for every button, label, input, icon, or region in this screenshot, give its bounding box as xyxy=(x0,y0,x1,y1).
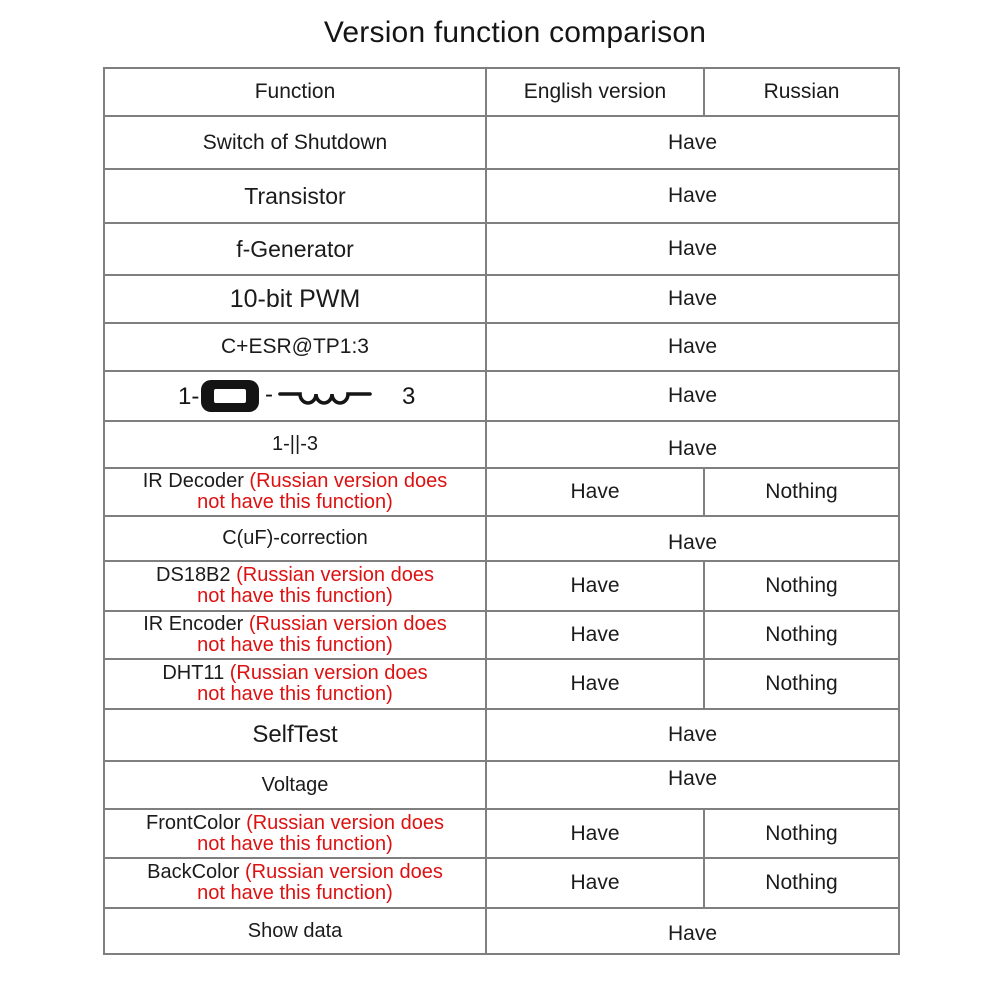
header-row xyxy=(104,68,899,116)
table-row xyxy=(104,421,899,468)
header-cell-english-version: English version xyxy=(486,68,704,116)
merged-value-cell: Have xyxy=(486,371,899,421)
inductor-icon xyxy=(280,394,370,403)
function-cell xyxy=(104,809,486,858)
merged-value-cell: Have xyxy=(486,116,899,169)
header-cell-russian: Russian xyxy=(704,68,899,116)
function-cell xyxy=(104,371,486,421)
function-label: DHT11 xyxy=(162,662,225,684)
merged-value-cell: Have xyxy=(486,323,899,371)
english-value-cell: Have xyxy=(486,561,704,611)
function-label: IR Decoder xyxy=(142,470,244,492)
merged-value-cell: Have xyxy=(486,709,899,761)
function-cell xyxy=(104,223,486,275)
table-row xyxy=(104,116,899,169)
russian-version-note: (Russian version does not have this function) xyxy=(197,811,444,855)
table-row xyxy=(104,659,899,709)
table-row xyxy=(104,561,899,611)
table-row xyxy=(104,371,899,421)
table-row xyxy=(104,516,899,561)
table-row xyxy=(104,761,899,809)
function-cell xyxy=(104,659,486,709)
page-title: Version function comparison xyxy=(323,16,707,49)
english-value-cell: Have xyxy=(486,468,704,516)
function-label: Voltage xyxy=(261,773,329,796)
function-label: Show data xyxy=(247,919,343,942)
table-row xyxy=(104,809,899,858)
russian-version-note: (Russian version does not have this function) xyxy=(197,470,448,513)
table-row xyxy=(104,223,899,275)
russian-value-cell: Nothing xyxy=(704,468,899,516)
function-cell xyxy=(104,275,486,323)
table-row xyxy=(104,709,899,761)
english-value-cell: Have xyxy=(486,611,704,659)
function-label: C(uF)-correction xyxy=(222,527,368,549)
function-cell xyxy=(104,709,486,761)
function-label: FrontColor xyxy=(146,811,241,834)
merged-value-cell: Have xyxy=(486,275,899,323)
function-cell xyxy=(104,908,486,954)
russian-value-cell: Nothing xyxy=(704,809,899,858)
function-cell xyxy=(104,421,486,468)
russian-value-cell: Nothing xyxy=(704,611,899,659)
russian-version-note: (Russian version does not have this function) xyxy=(197,861,443,904)
russian-value-cell: Nothing xyxy=(704,659,899,709)
table-row xyxy=(104,323,899,371)
function-cell xyxy=(104,611,486,659)
merged-value-cell: Have xyxy=(486,908,899,954)
function-cell xyxy=(104,169,486,223)
russian-version-note: (Russian version does not have this function) xyxy=(197,662,428,705)
russian-version-note: (Russian version does not have this function) xyxy=(197,564,434,607)
header-cell-function: Function xyxy=(104,68,486,116)
merged-value-cell: Have xyxy=(486,761,899,809)
merged-value-cell: Have xyxy=(486,223,899,275)
merged-value-cell: Have xyxy=(486,421,899,468)
function-label: BackColor xyxy=(147,861,240,883)
comparison-table xyxy=(103,67,900,955)
russian-value-cell: Nothing xyxy=(704,858,899,908)
function-label: f-Generator xyxy=(236,235,354,262)
function-label: IR Encoder xyxy=(143,613,244,635)
table-row xyxy=(104,275,899,323)
english-value-cell: Have xyxy=(486,858,704,908)
function-cell xyxy=(104,516,486,561)
function-cell xyxy=(104,858,486,908)
table-row xyxy=(104,908,899,954)
english-value-cell: Have xyxy=(486,659,704,709)
russian-version-note: (Russian version does not have this function) xyxy=(197,613,447,656)
resistor-icon-inner xyxy=(214,389,246,403)
resistor-inductor-symbol xyxy=(170,373,420,419)
russian-value-cell: Nothing xyxy=(704,561,899,611)
symbol-dash-label: - xyxy=(265,381,273,408)
merged-value-cell: Have xyxy=(486,169,899,223)
function-cell xyxy=(104,761,486,809)
function-cell xyxy=(104,116,486,169)
function-label: DS18B2 xyxy=(156,564,231,586)
function-cell xyxy=(104,561,486,611)
symbol-node-3-label: 3 xyxy=(402,383,416,410)
function-label: C+ESR@TP1:3 xyxy=(221,335,369,358)
function-cell xyxy=(104,468,486,516)
table-row xyxy=(104,468,899,516)
function-label: Switch of Shutdown xyxy=(202,130,388,154)
function-cell xyxy=(104,323,486,371)
table-row xyxy=(104,169,899,223)
comparison-table-body xyxy=(104,116,899,954)
function-label: SelfTest xyxy=(252,721,338,748)
function-label: Transistor xyxy=(244,182,346,209)
merged-value-cell: Have xyxy=(486,516,899,561)
english-value-cell: Have xyxy=(486,809,704,858)
table-row xyxy=(104,611,899,659)
symbol-node-1-label: 1- xyxy=(178,383,200,410)
function-label: 10-bit PWM xyxy=(229,284,361,313)
table-row xyxy=(104,858,899,908)
function-label: 1-||-3 xyxy=(272,433,318,455)
